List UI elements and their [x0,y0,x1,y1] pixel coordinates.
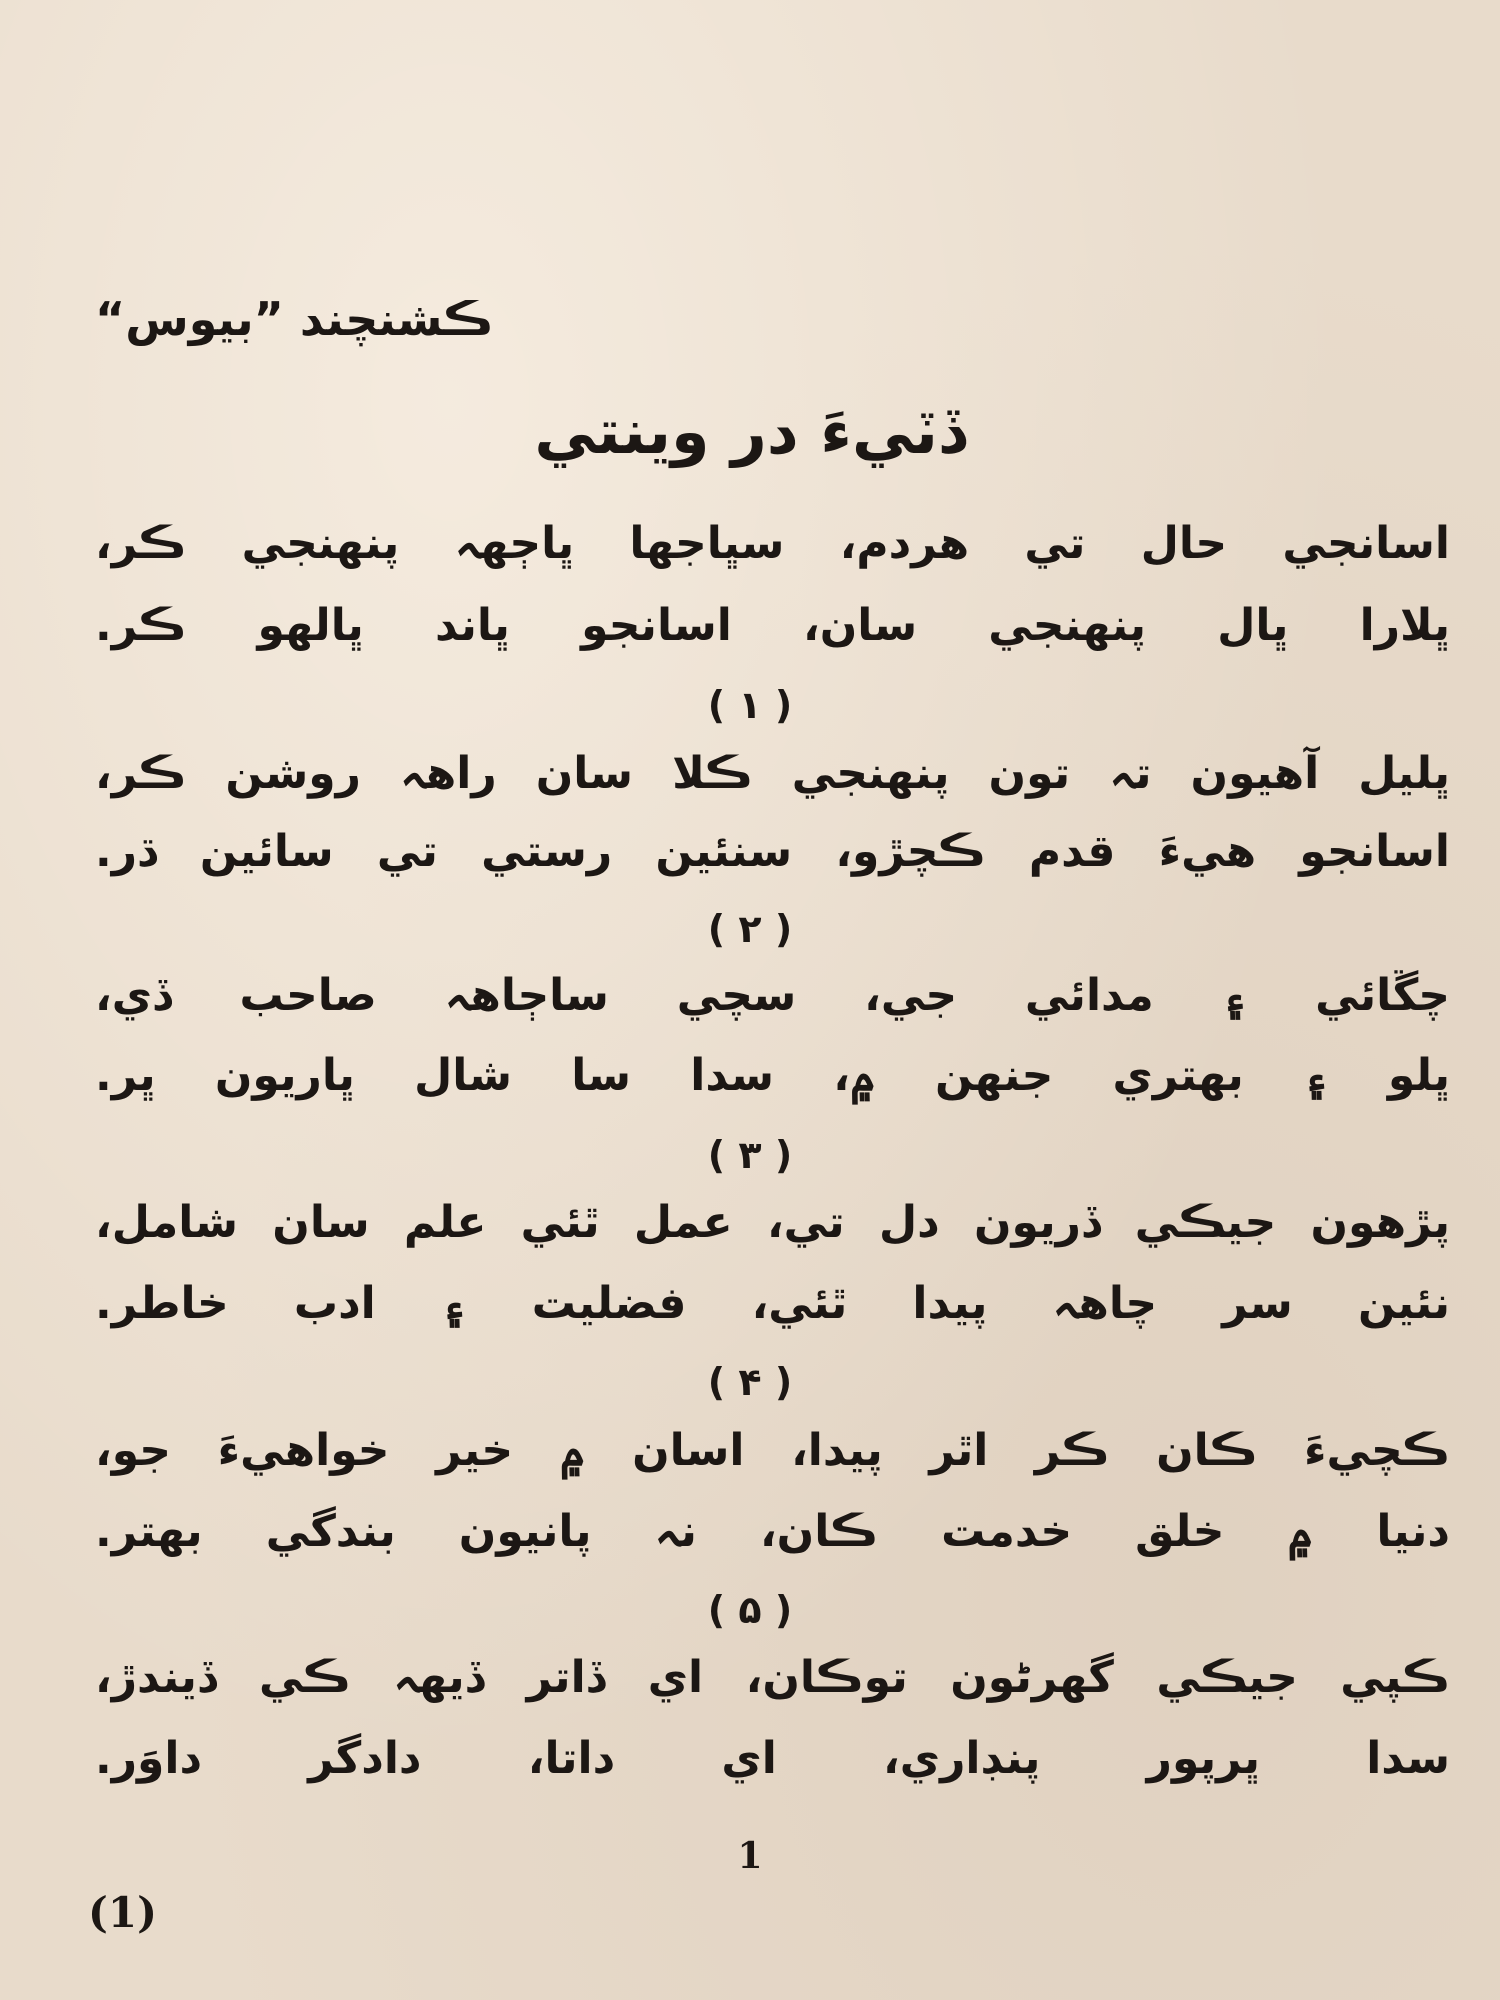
stanza-4-line-1: ڪچيءَ ڪان ڪر اٿر پيدا، اسان ۾ خير خواهيءَ جو، [95,1425,1450,1476]
stanza-number-4: ( ۴ ) [707,1360,793,1404]
stanza-number-3: ( ٣ ) [707,1133,793,1177]
intro-line-1: اسانجي حال تي هردم، سڀاجها ڀاڄهہ پنهنجي ڪر، [95,518,1450,569]
stanza-3-line-1: پڙهون جيڪي ڏريون دل تي، عمل ٿئي علم سان شامل، [95,1197,1450,1248]
sheet-mark: (1) [88,1888,157,1937]
stanza-5-line-1: ڪپي جيڪي گهرڻون توڪان، اي ڏاتر ڏيهہ ڪي ڏيندڙ، [95,1652,1450,1703]
stanza-1-line-1: ڀليل آهيون تہ تون پنهنجي ڪلا سان راهہ روشن ڪر، [95,748,1450,799]
author-name: ڪشنچند ”بيوس“ [95,292,494,346]
stanza-number-2: ( ٢ ) [707,907,793,951]
stanza-number-1: ( ١ ) [707,683,793,727]
stanza-number-5: ( ۵ ) [707,1588,793,1632]
stanza-5-line-2: سدا ڀرپور پنڊاري، اي داتا، دادگر داوَر. [95,1733,1450,1784]
stanza-2-line-2: ڀلو ۽ بهتري جنهن ۾، سدا سا شال ڀاريون ڀر. [95,1050,1450,1101]
stanza-1-line-2: اسانجو هيءَ قدم ڪچڙو، سنئين رستي تي سائين ڌر. [95,826,1450,877]
intro-line-2: ڀلارا ڀال پنهنجي سان، اسانجو ڀاند ڀالهو ڪر. [95,600,1450,651]
poem-title: ڏٽيءَ در وينتي [534,395,966,468]
stanza-4-line-2: دنيا ۾ خلق خدمت ڪان، نہ پانيون بندگي بهتر. [95,1506,1450,1557]
page-number: 1 [737,1835,763,1877]
stanza-3-line-2: نئين سر چاهہ پيدا ٿئي، فضليت ۽ ادب خاطر. [95,1278,1450,1329]
stanza-2-line-1: چڱائي ۽ مدائي جي، سچي ساڄاهہ صاحب ڏي، [95,970,1450,1021]
